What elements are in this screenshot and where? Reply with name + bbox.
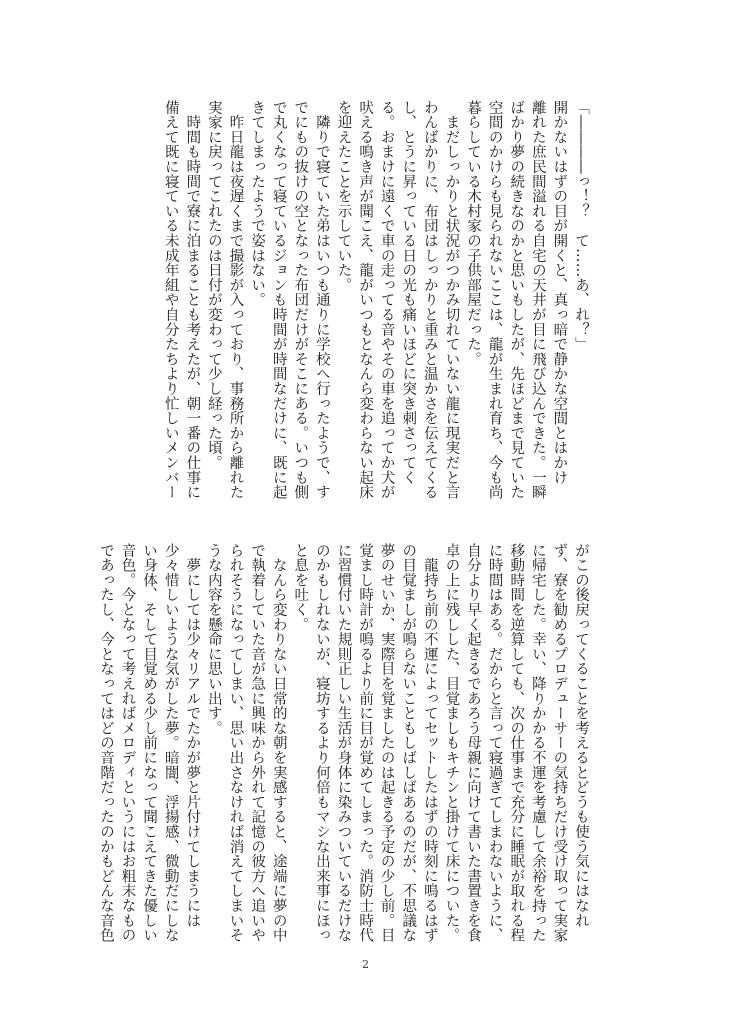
text-line: い身体、そして目覚める少し前になって聞こえてきた優しい bbox=[141, 543, 158, 943]
text-line: わんばかりに、布団はしっかりと重みと温かさを伝えてくる bbox=[421, 100, 438, 500]
text-line: 移動時間を逆算しても、次の仕事まで充分に睡眠が取れる程 bbox=[508, 543, 525, 943]
text-line: のかもしれないが、寝坊するより何倍もマシな出来事にほっ bbox=[313, 543, 330, 943]
text-line: でにもの抜けの空となった布団だけがそこにある。いつも側 bbox=[292, 100, 309, 500]
text-line: 隣りで寝ていた弟はいつも通りに学校へ行ったようで、す bbox=[313, 100, 330, 500]
text-block-top bbox=[136, 100, 591, 500]
text-line: 暮らしている木村家の子供部屋だった。 bbox=[465, 100, 482, 367]
text-line: ず、寮を勧めるプロデューサーの気持ちだけ受け取って実家 bbox=[551, 543, 568, 943]
text-line: の目覚ましが鳴らないこともしばしばあるのだが、不思議な bbox=[400, 543, 417, 943]
text-line: まだしっかりと状況がつかみ切れていない龍に現実だと言 bbox=[443, 100, 460, 500]
text-line: で丸くなって寝ているジョンも時間が時間なだけに、既に起 bbox=[270, 100, 287, 500]
page-number: 2 bbox=[362, 958, 369, 971]
text-line: なんら変わりない日常的な朝を実感すると、途端に夢の中 bbox=[270, 543, 287, 943]
text-line: に時間はある。だからと言って寝過ぎてしまわないように、 bbox=[486, 543, 503, 943]
text-line: 少々惜しいような気がした夢。暗闇、浮揚感、微動だにしな bbox=[162, 543, 179, 943]
text-line: がこの後戻ってくることを考えるとどうも使う気にはなれ bbox=[573, 543, 589, 928]
text-line: 音色。今となって考えればメロディというにはお粗末なもの bbox=[119, 543, 136, 943]
text-line: 「――――っ！？ て……あ、れ？」 bbox=[573, 100, 589, 352]
text-line: と息を吐く。 bbox=[292, 543, 309, 632]
text-line: を迎えたことを示していた。 bbox=[335, 100, 352, 293]
text-line: 覚まし時計が鳴るより前に目が覚めてしまった。消防士時代 bbox=[357, 543, 374, 943]
text-line: 離れた庶民間溢れる自宅の天井が目に飛び込んできた。一瞬 bbox=[529, 100, 546, 500]
text-line: ばかり夢の続きなのかと思いもしたが、先ほどまで見ていた bbox=[508, 100, 525, 500]
text-line: 空間のかけらも見られないここは、龍が生まれ育ち、今も尚 bbox=[486, 100, 503, 500]
text-line: 夢にしては少々リアルでたかが夢と片付けてしまうには bbox=[184, 543, 201, 928]
text-block-bottom bbox=[97, 543, 591, 943]
text-line: 自分より早く起きるであろう母親に向けて書いた書置きを食 bbox=[465, 543, 482, 943]
text-line: であったし、今となってはどの音階だったのかもどんな音色 bbox=[97, 543, 114, 943]
text-line: に帰宅した。幸い、降りかかる不運を考慮して余裕を持った bbox=[529, 543, 546, 943]
text-line: 龍持ち前の不運によってセットしたはずの時刻に鳴るはず bbox=[421, 543, 438, 943]
text-line: 夢のせいか、実際目を覚ましたのは起きる予定の少し前。目 bbox=[378, 543, 395, 943]
text-line: で執着していた音が急に興味から外れて記憶の彼方へ追いや bbox=[249, 543, 266, 943]
text-line: 実家に戻ってこれたのは日付が変わって少し経った頃。 bbox=[205, 100, 222, 470]
text-line: きてしまったようで姿はない。 bbox=[249, 100, 266, 308]
text-line: 時間も時間で寮に泊まることも考えたが、朝一番の仕事に bbox=[184, 100, 201, 500]
text-line: 卓の上に残しした、目覚ましもキチンと掛けて床についた。 bbox=[443, 543, 460, 943]
text-line: に習慣付いた規則正しい生活が身体に染みついているだけな bbox=[335, 543, 352, 943]
text-line: られそうになってしまい、思い出さなければ消えてしまいそ bbox=[227, 543, 244, 943]
text-line: 開かないはずの目が開くと、真っ暗で静かな空間とはかけ bbox=[551, 100, 568, 485]
text-line: 昨日龍は夜遅くまで撮影が入っており、事務所から離れた bbox=[227, 100, 244, 500]
text-line: し、とうに昇っている日の光も痛いほどに突き刺さってく bbox=[400, 100, 417, 485]
text-line: 吠える鳴き声が聞こえ、龍がいつもとなんら変わらない起床 bbox=[357, 100, 374, 500]
text-line: うな内容を懸命に思い出す。 bbox=[205, 543, 222, 736]
text-line: 備えて既に寝ている未成年組や自分たちより忙しいメンバー bbox=[162, 100, 179, 500]
text-line: る。おまけに遠くで車の走ってる音やその車を追ってか犬が bbox=[378, 100, 395, 500]
